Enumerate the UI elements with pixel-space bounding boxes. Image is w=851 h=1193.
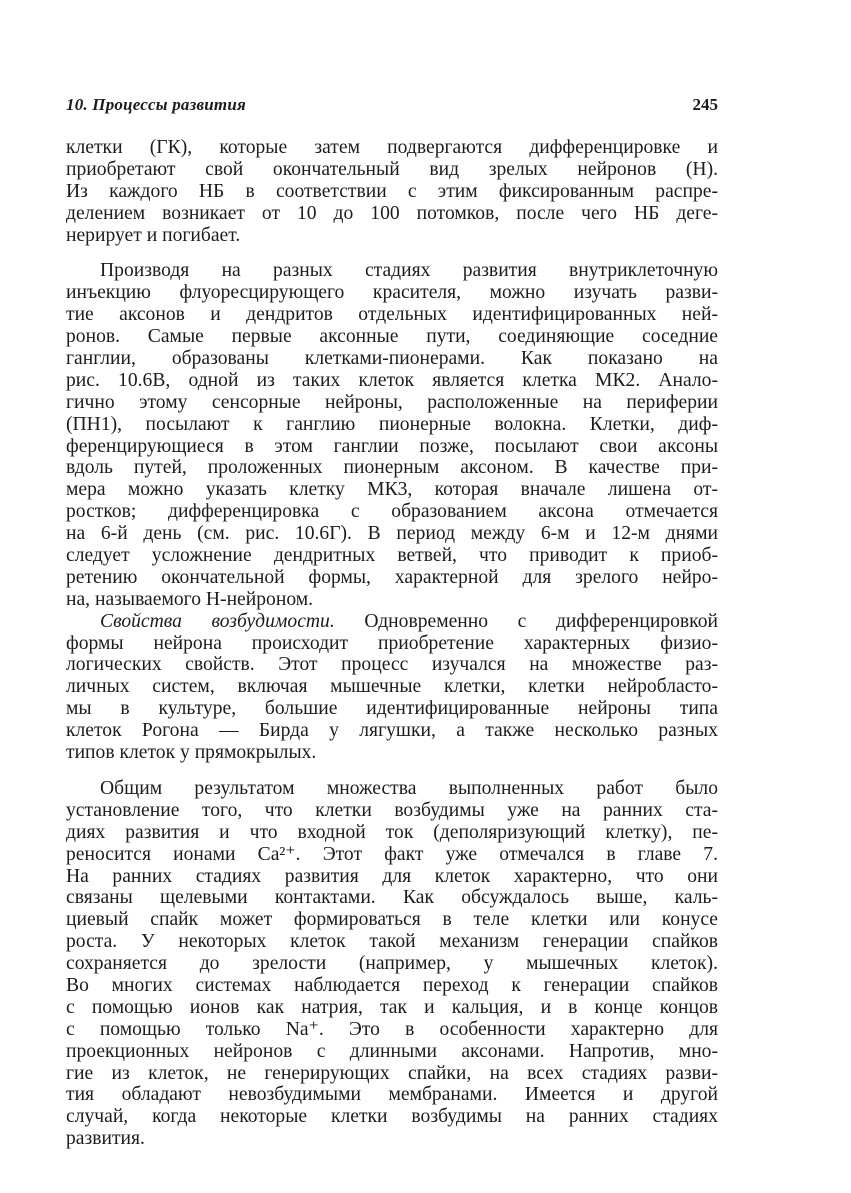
running-head [66,95,718,125]
text-line: диях развития и что входной ток (деполяризующий клетку), пе- [66,821,718,843]
text-line: гично этому сенсорные нейроны, расположенные на периферии [66,391,718,413]
text-line: ростков; дифференцировка с образованием аксона отмечается [66,501,718,523]
text-line: вдоль путей, проложенных пионерным аксоном. В качестве при- [66,457,718,479]
text-line: формы нейрона происходит приобретение характерных физио- [66,632,718,654]
paragraph-2 [66,260,718,610]
page-number: 245 [692,95,718,114]
text-line: типов клеток у прямокрылых. [66,742,317,764]
text-line: роста. У некоторых клеток такой механизм генерации спайков [66,931,718,953]
text-line: связаны щелевыми контактами. Как обсуждалось выше, каль- [66,887,718,909]
run-in-heading: Свойства возбудимости. [100,610,335,632]
text-line: на, называемого Н-нейроном. [66,588,314,610]
text-line: циевый спайк может формироваться в теле клетки или конусе [66,909,718,931]
text-line: инъекцию флуоресцирующего красителя, можно изучать разви- [66,282,718,304]
text-line: на 6-й день (см. рис. 10.6Г). В период между 6-м и 12-м днями [66,523,718,545]
text-line: (ПН1), посылают к ганглию пионерные волокна. Клетки, диф- [66,413,718,435]
text-line: ференцирующиеся в этом ганглии позже, посылают свои аксоны [66,435,718,457]
text-line: Во многих системах наблюдается переход к генерации спайков [66,974,718,996]
text-line: реносится ионами Ca²⁺. Этот факт уже отмечался в главе 7. [66,843,718,865]
text-line: проекционных нейронов с длинными аксонами. Напротив, мно- [66,1040,718,1062]
paragraph-4 [66,778,718,1150]
text-line: установление того, что клетки возбудимы уже на ранних ста- [66,799,718,821]
paragraph-1 [66,137,718,246]
text-line: Из каждого НБ в соответствии с этим фиксированным распре- [66,180,718,202]
text-line: логических свойств. Этот процесс изучался на множестве раз- [66,654,718,676]
text-line: клеток Рогона — Бирда у лягушки, а также несколько разных [66,720,718,742]
book-page [66,95,718,1150]
text-line: развития. [66,1128,145,1150]
text-line: с помощью только Na⁺. Это в особенности характерно для [66,1018,718,1040]
text-line: с помощью ионов как натрия, так и кальция, и в конце концов [66,996,718,1018]
text-line: ретению окончательной формы, характерной для зрелого нейро- [66,566,718,588]
section-title: 10. Процессы развития [66,95,246,114]
text-line: делением возникает от 10 до 100 потомков, после чего НБ деге- [66,202,718,224]
text-line: рис. 10.6В, одной из таких клеток является клетка МК2. Анало- [66,369,718,391]
paragraph-3 [66,611,718,764]
text-line: клетки (ГК), которые затем подвергаются дифференцировке и [66,137,718,158]
text-line: гие из клеток, не генерирующих спайки, на всех стадиях разви- [66,1062,718,1084]
text-line: мы в культуре, большие идентифицированные нейроны типа [66,698,718,720]
text-line: личных систем, включая мышечные клетки, клетки нейробласто- [66,676,718,698]
text-line: Общим результатом множества выполненных работ было [100,777,718,799]
text-line: мера можно указать клетку МК3, которая вначале лишена от- [66,479,718,501]
text-line: сохраняется до зрелости (например, у мышечных клеток). [66,953,718,975]
text-line: приобретают свой окончательный вид зрелых нейронов (Н). [66,158,718,180]
text-line: ганглии, образованы клетками-пионерами. Как показано на [66,348,718,370]
text-line: ронов. Самые первые аксонные пути, соединяющие соседние [66,326,718,348]
text-line: тие аксонов и дендритов отдельных идентифицированных ней- [66,304,718,326]
text-fragment: Одновременно с дифференцировкой [334,610,718,632]
text-line: тия обладают невозбудимыми мембранами. Имеется и другой [66,1084,718,1106]
text-line [66,611,718,633]
body-text [66,137,718,1150]
text-line: случай, когда некоторые клетки возбудимы на ранних стадиях [66,1106,718,1128]
text-line: нерирует и погибает. [66,224,241,246]
text-line: Производя на разных стадиях развития внутриклеточную [100,260,718,282]
text-line: следует усложнение дендритных ветвей, что приводит к приоб- [66,545,718,567]
text-line: На ранних стадиях развития для клеток характерно, что они [66,865,718,887]
